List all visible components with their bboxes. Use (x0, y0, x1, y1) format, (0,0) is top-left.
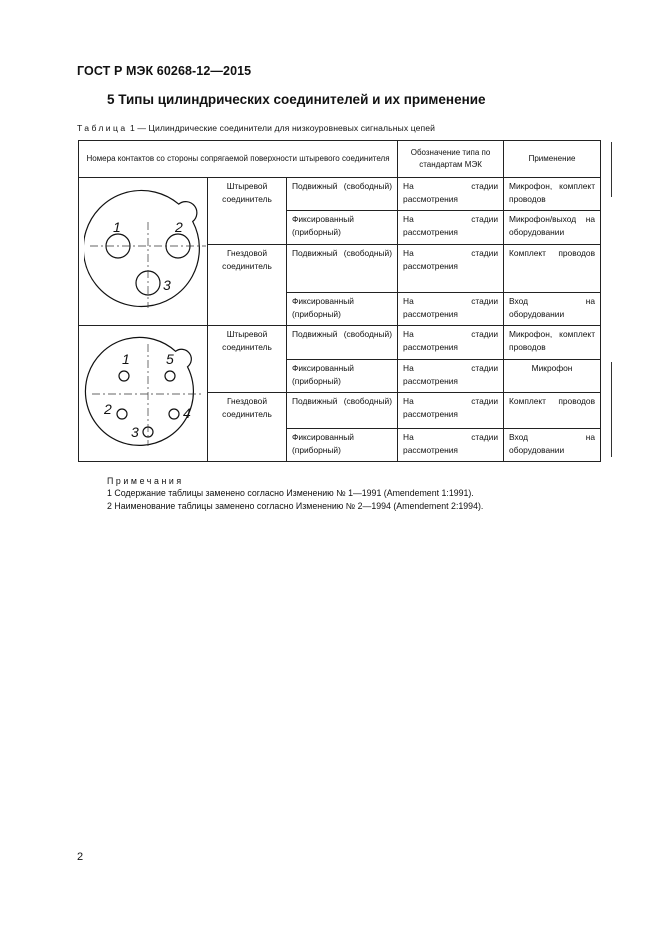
scan-edge-line (611, 142, 612, 197)
application-cell: Микрофон/выход на оборудовании (504, 211, 601, 245)
pin-label-3: 3 (131, 424, 139, 440)
iec-type-cell: На стадии рассмотрения (398, 178, 504, 211)
connector-3pin-diagram (84, 180, 212, 320)
pin-label-2: 2 (175, 219, 183, 235)
application-cell: Микрофон, комплект проводов (504, 326, 601, 360)
connector-type-cell: Гнездовой соединитель (208, 245, 287, 326)
mount-cell: Подвижный (свободный) (287, 393, 398, 429)
connector-type-cell: Штыревой соединитель (208, 326, 287, 393)
application-cell: Микрофон, комплект проводов (504, 178, 601, 211)
diagram-3pin-cell (79, 178, 208, 326)
key-notch-outline (85, 337, 193, 445)
header-type: Обозначение типа по стандартам МЭК (398, 141, 504, 178)
document-header: ГОСТ Р МЭК 60268-12—2015 (77, 64, 252, 78)
diagram-5pin-cell (79, 326, 208, 462)
pin-label-1: 1 (122, 351, 130, 367)
scan-edge-line (611, 362, 612, 457)
mount-cell: Фиксированный (приборный) (287, 360, 398, 393)
mount-cell: Подвижный (свободный) (287, 326, 398, 360)
table-caption-prefix: Таблица (77, 123, 128, 133)
connector-type-cell: Гнездовой соединитель (208, 393, 287, 462)
connectors-table (78, 140, 601, 462)
pin-2-circle (117, 409, 127, 419)
iec-type-cell: На стадии рассмотрения (398, 245, 504, 293)
note-item: 2 Наименование таблицы заменено согласно Изменению № 2—1994 (Amendement 2:1994). (107, 501, 484, 511)
table-caption (77, 123, 435, 133)
mount-cell: Подвижный (свободный) (287, 178, 398, 211)
notes-title: Примечания (107, 476, 184, 486)
page-number: 2 (77, 851, 84, 863)
mount-cell: Фиксированный (приборный) (287, 429, 398, 462)
mount-cell: Фиксированный (приборный) (287, 211, 398, 245)
pin-4-circle (169, 409, 179, 419)
pin-label-5: 5 (166, 351, 174, 367)
pin-label-4: 4 (183, 405, 191, 421)
table-header-row (79, 141, 601, 178)
key-notch-outline (84, 190, 199, 306)
pin-1-circle (119, 371, 129, 381)
iec-type-cell: На стадии рассмотрения (398, 326, 504, 360)
iec-type-cell: На стадии рассмотрения (398, 360, 504, 393)
header-application: Применение (504, 141, 601, 178)
iec-type-cell: На стадии рассмотрения (398, 211, 504, 245)
pin-label-3: 3 (163, 277, 171, 293)
section-title: 5 Типы цилиндрических соединителей и их применение (107, 92, 486, 107)
iec-type-cell: На стадии рассмотрения (398, 429, 504, 462)
application-cell: Комплект проводов (504, 245, 601, 293)
header-contacts: Номера контактов со стороны сопрягаемой поверхности штыревого соединителя (79, 141, 398, 178)
pin-5-circle (165, 371, 175, 381)
iec-type-cell: На стадии рассмотрения (398, 293, 504, 326)
table-caption-text: 1 — Цилиндрические соединители для низкоуровневых сигнальных цепей (127, 123, 436, 133)
note-item: 1 Содержание таблицы заменено согласно Изменению № 1—1991 (Amendement 1:1991). (107, 488, 474, 498)
connector-type-cell: Штыревой соединитель (208, 178, 287, 245)
application-cell: Комплект проводов (504, 393, 601, 429)
mount-cell: Фиксированный (приборный) (287, 293, 398, 326)
application-cell: Вход на оборудовании (504, 293, 601, 326)
table-row (79, 178, 601, 211)
application-cell: Микрофон (504, 360, 601, 393)
pin-label-1: 1 (113, 219, 121, 235)
application-cell: Вход на оборудовании (504, 429, 601, 462)
connector-5pin-diagram (84, 328, 212, 456)
mount-cell: Подвижный (свободный) (287, 245, 398, 293)
iec-type-cell: На стадии рассмотрения (398, 393, 504, 429)
pin-label-2: 2 (104, 401, 112, 417)
table-row (79, 326, 601, 360)
